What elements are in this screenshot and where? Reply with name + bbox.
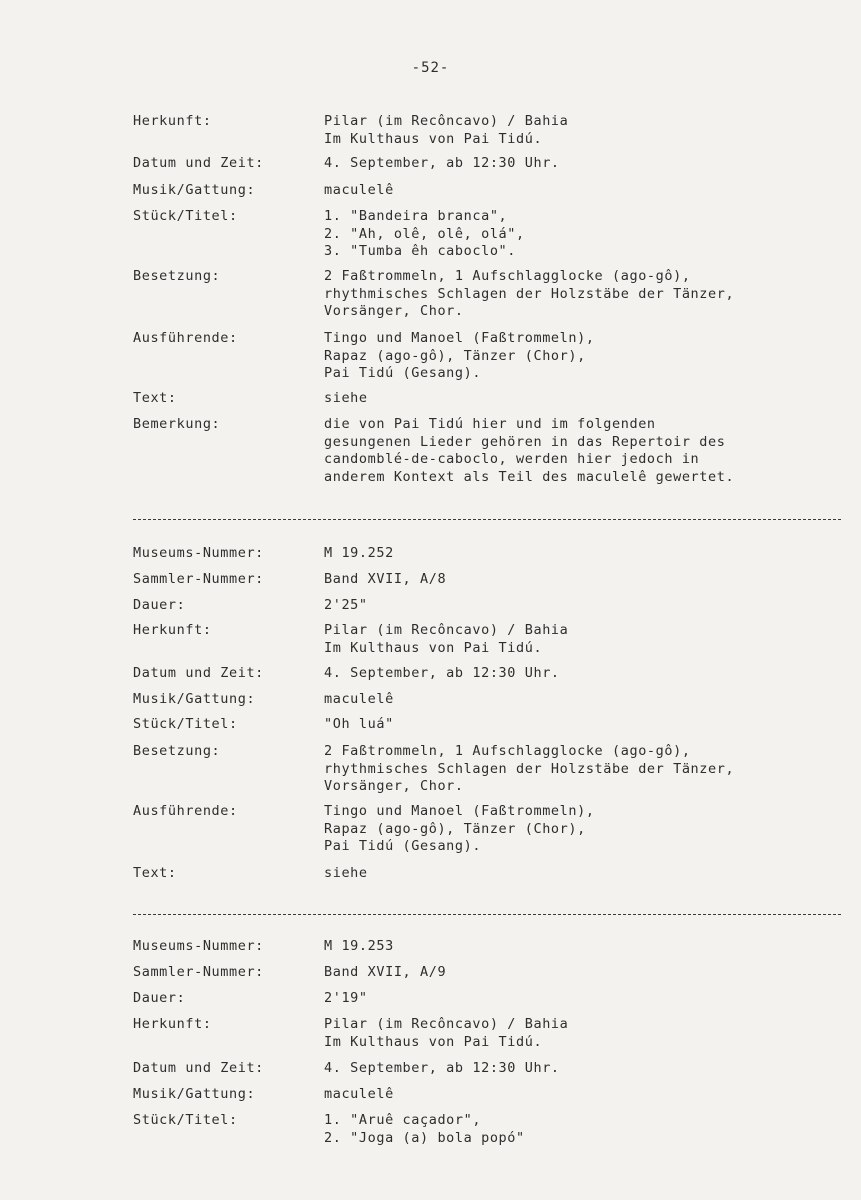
field-label: Datum und Zeit:: [133, 665, 264, 681]
field-label: Herkunft:: [133, 622, 212, 638]
field-value-line: maculelê: [324, 182, 394, 198]
field-value: [324, 1112, 525, 1147]
field-value-line: Vorsänger, Chor.: [324, 778, 464, 794]
field-value: [324, 803, 595, 856]
field-value-line: Pilar (im Recôncavo) / Bahia: [324, 113, 569, 129]
field-row: [133, 390, 368, 408]
field-row: [133, 208, 525, 261]
field-row: [133, 938, 394, 956]
field-value-line: 2. "Joga (a) bola popó": [324, 1129, 525, 1146]
field-label: Dauer:: [133, 597, 186, 613]
field-row: [133, 990, 368, 1008]
field-value: [324, 208, 525, 261]
separator-line: [133, 914, 841, 915]
field-value-line: rhythmisches Schlagen der Holzstäbe der Tänzer,: [324, 760, 735, 777]
field-row: [133, 865, 368, 883]
field-value-line: 2 Faßtrommeln, 1 Aufschlagglocke (ago-gô),: [324, 268, 691, 284]
field-label: Stück/Titel:: [133, 208, 238, 224]
field-value: [324, 416, 734, 486]
field-value: [324, 113, 568, 148]
field-value-line: Rapaz (ago-gô), Tänzer (Chor),: [324, 820, 586, 837]
separator-line: [133, 519, 841, 520]
field-row: [133, 622, 568, 657]
field-label: Text:: [133, 865, 177, 881]
field-value-line: 2. "Ah, olê, olê, olá",: [324, 225, 525, 242]
field-value-line: anderem Kontext als Teil des maculelê gewertet.: [324, 468, 735, 485]
field-value: [324, 1060, 560, 1078]
field-label: Museums-Nummer:: [133, 545, 264, 561]
field-value-line: 2'25": [324, 597, 368, 613]
field-row: [133, 597, 368, 615]
field-value-line: candomblé-de-caboclo, werden hier jedoch in: [324, 451, 700, 467]
field-row: [133, 743, 734, 796]
field-label: Museums-Nummer:: [133, 938, 264, 954]
field-value-line: maculelê: [324, 691, 394, 707]
field-label: Ausführende:: [133, 803, 238, 819]
field-value-line: Tingo und Manoel (Faßtrommeln),: [324, 803, 595, 819]
field-value-line: die von Pai Tidú hier und im folgenden: [324, 416, 656, 432]
field-value-line: M 19.253: [324, 938, 394, 954]
field-value-line: 1. "Aruê caçador",: [324, 1112, 482, 1128]
field-label: Musik/Gattung:: [133, 1086, 256, 1102]
field-value: [324, 268, 734, 321]
field-value: [324, 990, 368, 1008]
field-value-line: Vorsänger, Chor.: [324, 303, 464, 319]
field-value: [324, 390, 368, 408]
field-label: Dauer:: [133, 990, 186, 1006]
field-row: [133, 1086, 394, 1104]
field-value-line: maculelê: [324, 1086, 394, 1102]
field-row: [133, 716, 394, 734]
field-row: [133, 1060, 560, 1078]
field-value: [324, 665, 560, 683]
field-value-line: 4. September, ab 12:30 Uhr.: [324, 155, 560, 171]
field-value: [324, 964, 446, 982]
field-row: [133, 665, 560, 683]
field-value-line: Band XVII, A/9: [324, 964, 447, 980]
field-row: [133, 803, 595, 856]
field-value-line: 1. "Bandeira branca",: [324, 208, 508, 224]
field-label: Musik/Gattung:: [133, 691, 256, 707]
field-row: [133, 571, 446, 589]
field-label: Datum und Zeit:: [133, 1060, 264, 1076]
field-value-line: Im Kulthaus von Pai Tidú.: [324, 1033, 543, 1050]
field-value-line: Pai Tidú (Gesang).: [324, 838, 482, 854]
field-label: Besetzung:: [133, 743, 221, 759]
field-value-line: siehe: [324, 390, 368, 406]
field-value: [324, 155, 560, 173]
field-value-line: Pilar (im Recôncavo) / Bahia: [324, 622, 569, 638]
field-value-line: 4. September, ab 12:30 Uhr.: [324, 665, 560, 681]
field-row: [133, 268, 734, 321]
field-row: [133, 964, 446, 982]
field-label: Bemerkung:: [133, 416, 221, 432]
field-row: [133, 330, 595, 383]
field-value: [324, 743, 734, 796]
field-value: [324, 691, 394, 709]
field-value-line: Tingo und Manoel (Faßtrommeln),: [324, 330, 595, 346]
field-value-line: gesungenen Lieder gehören in das Repertoir des: [324, 433, 726, 450]
field-value: [324, 622, 568, 657]
field-row: [133, 113, 568, 148]
field-label: Stück/Titel:: [133, 716, 238, 732]
field-value: [324, 182, 394, 200]
field-value-line: 3. "Tumba êh caboclo".: [324, 243, 517, 259]
field-row: [133, 545, 394, 563]
field-label: Ausführende:: [133, 330, 238, 346]
field-value: [324, 571, 446, 589]
field-label: Text:: [133, 390, 177, 406]
field-row: [133, 416, 734, 486]
field-label: Datum und Zeit:: [133, 155, 264, 171]
field-value-line: 2 Faßtrommeln, 1 Aufschlagglocke (ago-gô),: [324, 743, 691, 759]
field-value: [324, 865, 368, 883]
field-value: [324, 1016, 568, 1051]
field-label: Herkunft:: [133, 113, 212, 129]
field-value-line: rhythmisches Schlagen der Holzstäbe der Tänzer,: [324, 285, 735, 302]
field-row: [133, 155, 560, 173]
field-label: Herkunft:: [133, 1016, 212, 1032]
field-label: Besetzung:: [133, 268, 221, 284]
field-value-line: 2'19": [324, 990, 368, 1006]
field-value-line: Rapaz (ago-gô), Tänzer (Chor),: [324, 347, 586, 364]
field-row: [133, 1112, 525, 1147]
field-row: [133, 691, 394, 709]
page-number: -52-: [411, 60, 450, 76]
field-value: [324, 716, 394, 734]
field-label: Musik/Gattung:: [133, 182, 256, 198]
field-value: [324, 597, 368, 615]
field-label: Stück/Titel:: [133, 1112, 238, 1128]
field-value: [324, 1086, 394, 1104]
field-value: [324, 545, 394, 563]
field-label: Sammler-Nummer:: [133, 964, 264, 980]
field-value-line: "Oh luá": [324, 716, 394, 732]
field-value-line: Band XVII, A/8: [324, 571, 447, 587]
field-value-line: Im Kulthaus von Pai Tidú.: [324, 130, 543, 147]
field-value-line: siehe: [324, 865, 368, 881]
field-value-line: 4. September, ab 12:30 Uhr.: [324, 1060, 560, 1076]
field-row: [133, 182, 394, 200]
field-row: [133, 1016, 568, 1051]
field-value-line: M 19.252: [324, 545, 394, 561]
field-value: [324, 330, 595, 383]
field-value-line: Pai Tidú (Gesang).: [324, 365, 482, 381]
field-value-line: Pilar (im Recôncavo) / Bahia: [324, 1016, 569, 1032]
field-label: Sammler-Nummer:: [133, 571, 264, 587]
field-value-line: Im Kulthaus von Pai Tidú.: [324, 639, 543, 656]
field-value: [324, 938, 394, 956]
